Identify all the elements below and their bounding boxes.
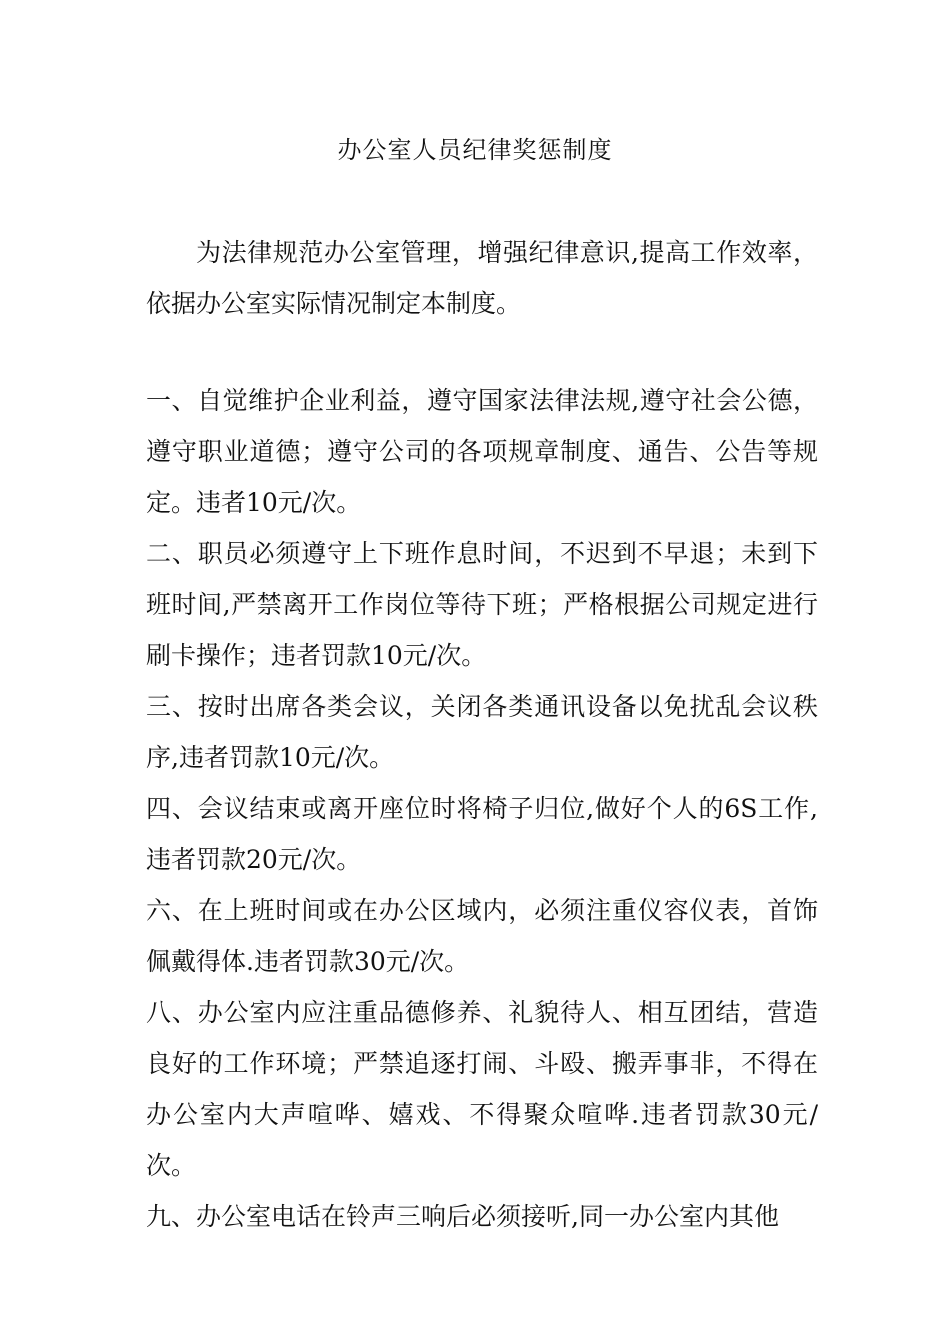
rule-item: 一、自觉维护企业利益，遵守国家法律法规,遵守社会公德，遵守职业道德；遵守公司的各项规章制度、通告、公告等规定。违者10元/次。 (146, 386, 818, 517)
document-title: 办公室人员纪律奖惩制度 (337, 136, 613, 164)
rule-item: 二、职员必须遵守上下班作息时间，不迟到不早退；未到下班时间,严禁离开工作岗位等待下班；严格根据公司规定进行刷卡操作；违者罚款10元/次。 (146, 539, 818, 670)
rules-list (146, 375, 818, 1242)
intro-paragraph (146, 227, 818, 329)
rule-item: 六、在上班时间或在办公区域内，必须注重仪容仪表，首饰佩戴得体.违者罚款30元/次。 (146, 896, 818, 976)
intro-text: 为法律规范办公室管理，增强纪律意识,提高工作效率，依据办公室实际情况制定本制度。 (146, 238, 818, 318)
rule-item: 八、办公室内应注重品德修养、礼貌待人、相互团结，营造良好的工作环境；严禁追逐打闹、斗殴、搬弄事非，不得在办公室内大声喧哗、嬉戏、不得聚众喧哗.违者罚款30元/次。 (146, 998, 818, 1180)
rule-item: 九、办公室电话在铃声三响后必须接听,同一办公室内其他 (146, 1202, 779, 1231)
rule-item: 三、按时出席各类会议，关闭各类通讯设备以免扰乱会议秩序,违者罚款10元/次。 (146, 692, 818, 772)
rule-item: 四、会议结束或离开座位时将椅子归位,做好个人的6S工作,违者罚款20元/次。 (146, 794, 818, 874)
